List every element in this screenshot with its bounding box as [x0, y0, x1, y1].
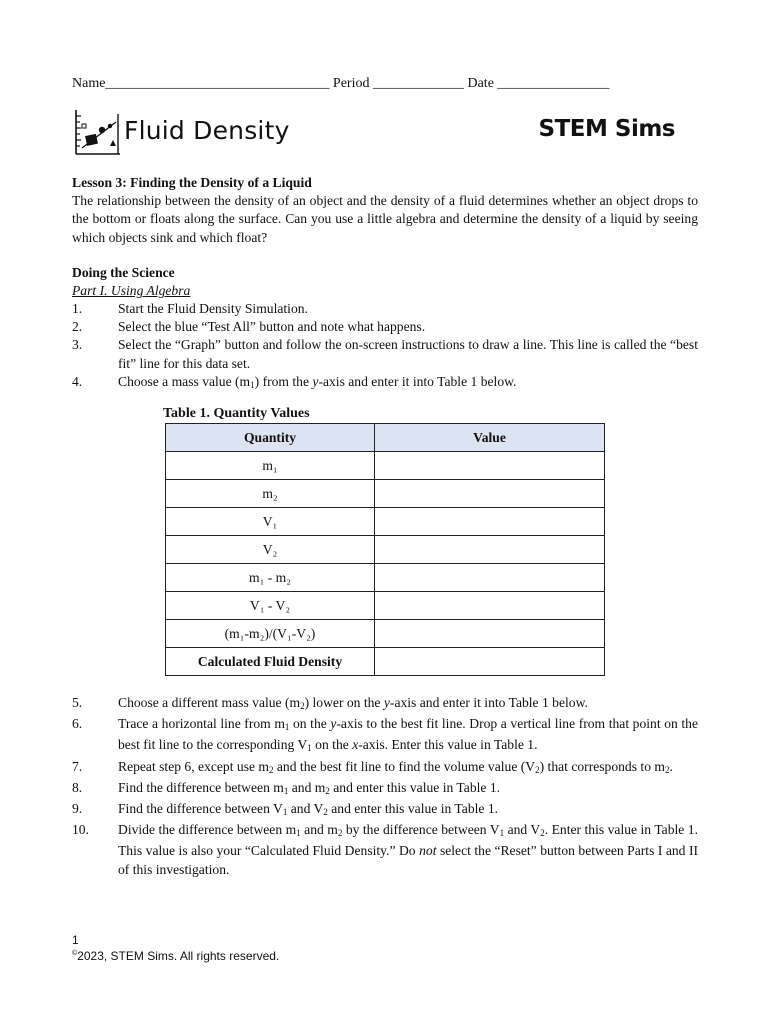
quantity-column-header: Quantity — [166, 424, 375, 452]
step-number: 2. — [72, 319, 83, 335]
step-item — [72, 694, 698, 715]
table-row — [166, 592, 605, 620]
step-item — [72, 373, 698, 394]
step-number: 5. — [72, 695, 83, 710]
step-text: Start the Fluid Density Simulation. — [118, 301, 308, 316]
value-input-cell[interactable] — [375, 452, 605, 480]
quantity-cell: m₁ - m₂ — [166, 564, 375, 592]
step-item — [72, 300, 698, 318]
step-text: Choose a different mass value (m2) lower on the y-axis and enter it into Table 1 below. — [118, 695, 588, 711]
value-column-header: Value — [375, 424, 605, 452]
step-number: 7. — [72, 758, 83, 774]
table-row — [166, 620, 605, 648]
page-number: 1 — [72, 933, 79, 947]
science-section — [72, 264, 698, 300]
name-period-date-line: Name________________________________ Period _____________ Date ________________ — [72, 76, 610, 91]
value-input-cell[interactable] — [375, 508, 605, 536]
fluid-density-logo — [72, 108, 302, 158]
value-input-cell[interactable] — [375, 592, 605, 620]
step-number: 9. — [72, 801, 83, 817]
lesson-intro: The relationship between the density of an object and the density of a fluid determines whether an object drops to the bottom or floats along the surface. Can you use a little algebra and determine the density of a liquid by seeing which objects sink and which float? — [72, 193, 698, 245]
table-header-row — [166, 424, 605, 452]
value-input-cell[interactable] — [375, 620, 605, 648]
lesson-title: Lesson 3: Finding the Density of a Liquid — [72, 175, 312, 190]
step-number: 8. — [72, 779, 83, 795]
table-row — [166, 648, 605, 676]
step-text: Divide the difference between m1 and m2 by the difference between V1 and V2. Enter this value in Table 1. This value is also your “Calculated Fluid Density.” Do not select the “Reset” button between Parts I and II of this investigation. — [118, 822, 698, 877]
quantity-cell: m₁ — [166, 452, 375, 480]
page-footer — [72, 933, 279, 963]
step-item — [72, 318, 698, 336]
step-text: Select the blue “Test All” button and note what happens. — [118, 319, 426, 335]
table-row — [166, 536, 605, 564]
step-text: Find the difference between m1 and m2 and enter this value in Table 1. — [118, 779, 501, 796]
table-row — [166, 564, 605, 592]
step-item — [72, 336, 698, 372]
copyright-text: 2023, STEM Sims. All rights reserved. — [77, 949, 280, 963]
copyright-notice — [72, 947, 279, 963]
step-text: Repeat step 6, except use m2 and the best fit line to find the volume value (V2) that corresponds to m2. — [118, 758, 673, 775]
table-row — [166, 480, 605, 508]
part-heading: Part I. Using Algebra — [72, 283, 191, 299]
step-number: 3. — [72, 337, 83, 353]
value-input-cell[interactable] — [375, 536, 605, 564]
app-title: Fluid Density — [124, 116, 290, 145]
quantity-cell: V₁ - V₂ — [166, 592, 375, 620]
steps-list-part2 — [72, 694, 698, 879]
step-item — [72, 800, 698, 821]
step-item — [72, 821, 698, 879]
step-item — [72, 758, 698, 779]
science-heading: Doing the Science — [72, 265, 175, 280]
stem-sims-brand: STEM Sims — [538, 116, 675, 142]
step-text: Choose a mass value (m1) from the y-axis and enter it into Table 1 below. — [118, 373, 517, 390]
quantity-cell: m₂ — [166, 480, 375, 508]
quantity-values-table — [165, 423, 605, 676]
value-input-cell[interactable] — [375, 564, 605, 592]
lesson-section — [72, 174, 698, 247]
quantity-cell: V₂ — [166, 536, 375, 564]
copyright-symbol: © — [72, 950, 78, 957]
table-row — [166, 508, 605, 536]
quantity-cell: (m₁-m₂)/(V₁-V₂) — [166, 620, 375, 648]
step-number: 6. — [72, 716, 83, 732]
value-input-cell[interactable] — [375, 648, 605, 676]
step-text: Find the difference between V1 and V2 and enter this value in Table 1. — [118, 801, 499, 818]
quantity-cell: V₁ — [166, 508, 375, 536]
table-caption: Table 1. Quantity Values — [163, 406, 310, 421]
table-row — [166, 452, 605, 480]
step-number: 10. — [72, 822, 89, 838]
value-input-cell[interactable] — [375, 480, 605, 508]
step-text: Select the “Graph” button and follow the on-screen instructions to draw a line. This line is called the “best fit” line for this data set. — [118, 337, 698, 371]
steps-list-part1 — [72, 300, 698, 394]
step-text: Trace a horizontal line from m1 on the y-axis to the best fit line. Drop a vertical line from that point on the best fit line to the corresponding V1 on the x-axis. Enter this value in Table 1. — [118, 716, 698, 754]
step-number: 4. — [72, 373, 83, 389]
step-number: 1. — [72, 301, 83, 316]
quantity-cell: Calculated Fluid Density — [166, 648, 375, 676]
step-item — [72, 779, 698, 800]
fluid-density-logo-icon — [72, 108, 122, 158]
step-item — [72, 715, 698, 757]
